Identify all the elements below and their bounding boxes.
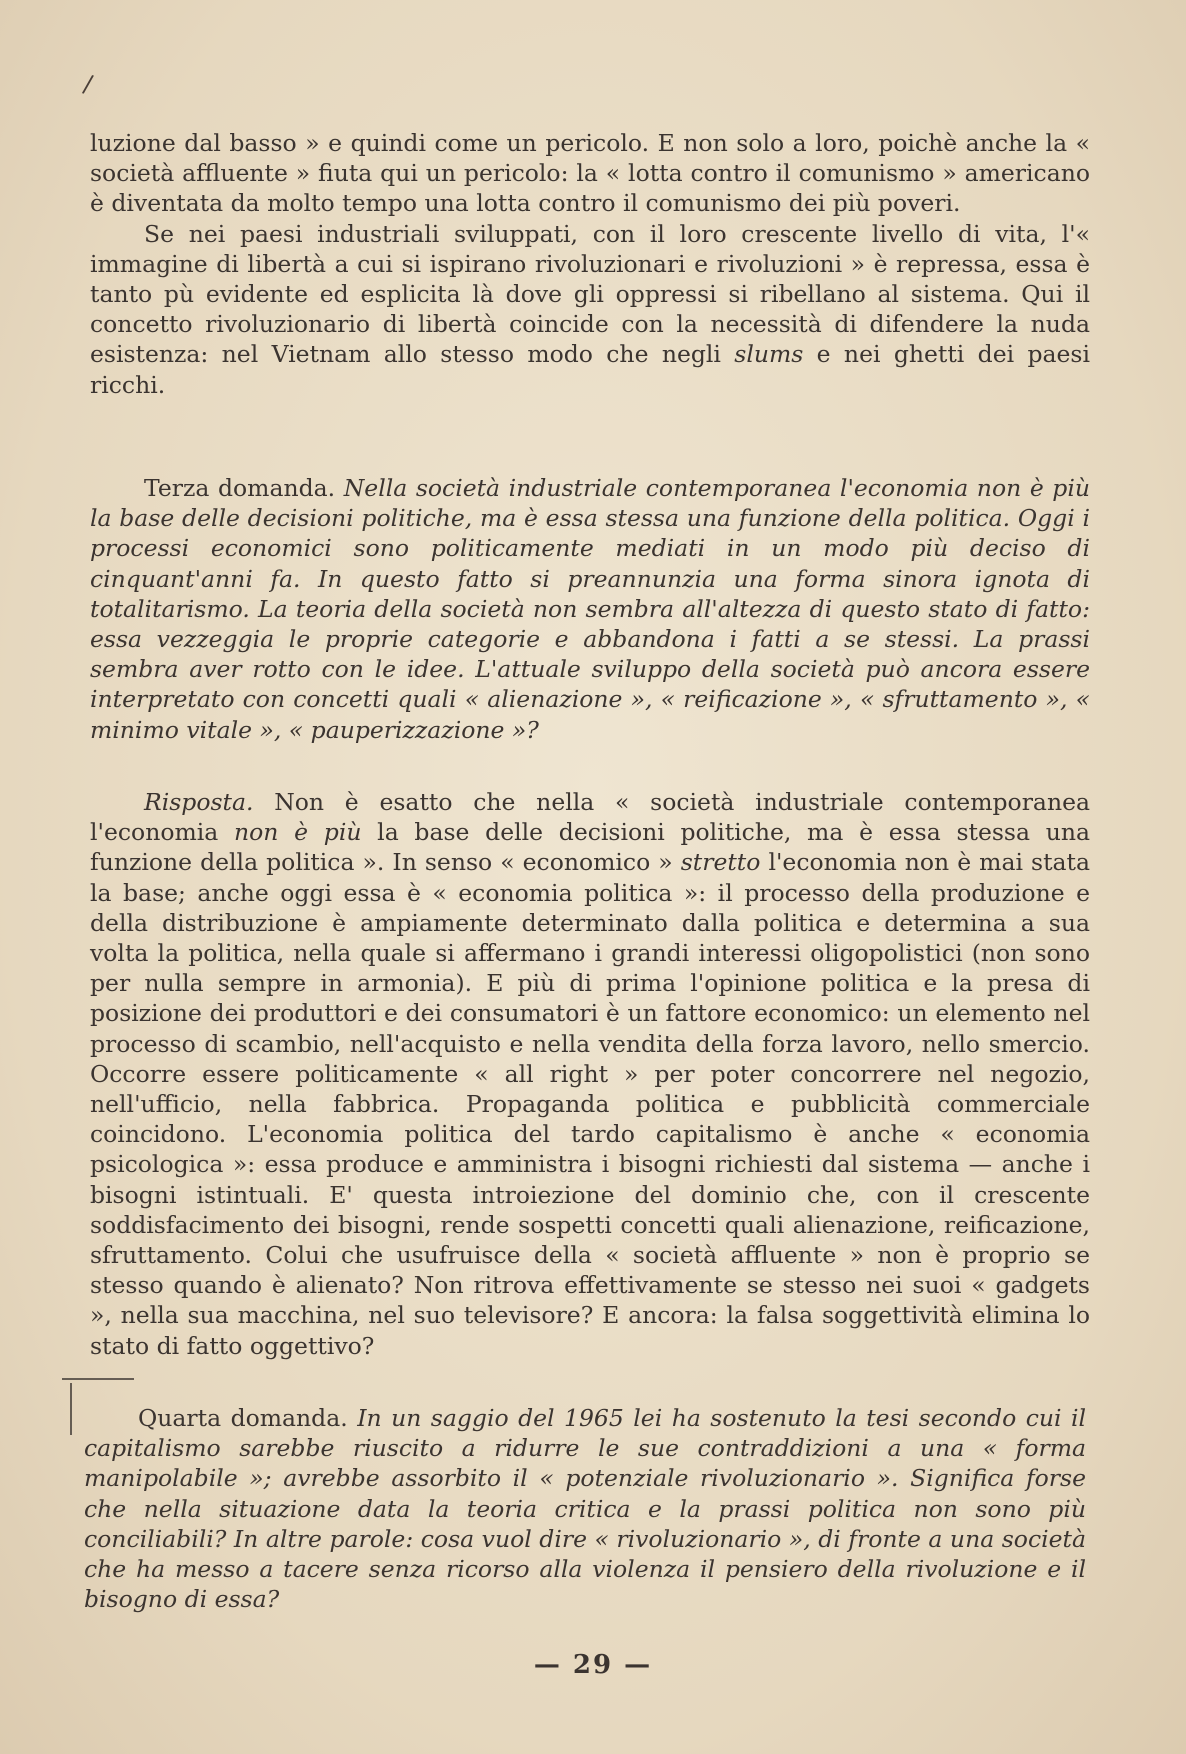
third-question-label: Terza domanda.	[144, 474, 344, 502]
paragraph-liberty-text-a: Se nei paesi industriali sviluppati, con il loro crescente livello di vita, l'« immagine di libertà a cui si ispirano rivoluzionari e rivoluzioni » è repressa, essa è tanto pù evidente ed esplicita là dove gli oppressi si ribellano al sistema. Qui il concetto rivoluzionario di libertà coincide con la necessità di difendere la nuda esistenza: nel Vietnam allo stesso modo che negli	[90, 219, 1090, 369]
answer-italic-2: stretto	[680, 848, 761, 877]
page-number: — 29 —	[533, 1650, 653, 1680]
slums-italic: slums	[734, 340, 804, 369]
fourth-question-text: In un saggio del 1965 lei ha sostenuto la tesi secondo cui il capitalismo sarebbe riuscito a ridurre le sue contraddizioni a una « forma manipolabile »; avrebbe assorbito il « potenziale rivoluzionario ». Significa forse che nella situazione data la teoria critica e la prassi politica non sono più conciliabili? In altre parole: cosa vuol dire « rivoluzionario », di fronte a una società che ha messo a tacere senza ricorso alla violenza il pensiero della rivoluzione e il bisogno di essa?	[84, 1404, 1087, 1614]
answer-text-1: Non è esatto che nella « società industriale contemporanea l'economia	[90, 788, 1090, 847]
answer-text-2: la base delle decisioni politiche, ma è essa stessa una funzione della politica ». In senso « economico »	[90, 818, 1090, 877]
answer-label: Risposta.	[144, 788, 254, 816]
fourth-question	[84, 1403, 1086, 1614]
paragraph-liberty-text-c: e nei ghetti dei paesi ricchi.	[90, 340, 1090, 399]
margin-rule-mark	[62, 1378, 134, 1380]
fourth-question-block	[84, 1403, 1086, 1614]
third-question	[90, 473, 1090, 745]
answer-italic-1: non è più	[234, 818, 362, 847]
answer-block	[90, 787, 1090, 1361]
answer-text-3: l'economia non è mai stata la base; anche oggi essa è « economia politica »: il processo della produzione e della distribuzione è ampiamente determinato dalla politica e determina a sua volta la politica, nella quale si affermano i grandi interessi oligopolistici (non sono per nulla sempre in armonia). E più di prima l'opinione politica e la presa di posizione dei produttori e dei consumatori è un fattore economico: un elemento nel processo di scambio, nell'acquisto e nella vendita della forza lavoro, nello smercio. Occorre essere politicamente « all right » per poter concorrere nel negozio, nell'ufficio, nella fabbrica. Propaganda politica e pubblicità commerciale coincidono. L'economia politica del tardo capitalismo è anche « economia psicologica »: essa produce e amministra i bisogni richiesti dal sistema — anche i bisogni istintuali. E' questa introiezione del dominio che, con il crescente soddisfacimento dei bisogni, rende sospetti concetti quali alienazione, reificazione, sfruttamento. Colui che usufruisce della « società affluente » non è proprio se stesso quando è alienato? Non ritrova effettivamente se stesso nei suoi « gadgets », nella sua macchina, nel suo televisore? E ancora: la falsa soggettività elimina lo stato di fatto oggettivo?	[90, 848, 1090, 1360]
paragraph-liberty	[90, 219, 1090, 400]
fourth-question-label: Quarta domanda.	[138, 1404, 358, 1432]
third-question-text: Nella società industriale contemporanea l'economia non è più la base delle decisioni politiche, ma è essa stessa una funzione della politica. Oggi i processi economici sono politicamente mediati in un modo più deciso di cinquant'anni fa. In questo fatto si preannunzia una forma sinora ignota di totalitarismo. La teoria della società non sembra all'altezza di questo stato di fatto: essa vezzeggia le proprie categorie e abbandona i fatti a se stessi. La prassi sembra aver rotto con le idee. L'attuale sviluppo della società può ancora essere interpretato con concetti quali « alienazione », « reificazione », « sfruttamento », « minimo vitale », « pauperizzazione »?	[90, 474, 1091, 744]
text-block-top	[90, 128, 1090, 400]
answer-paragraph	[90, 787, 1090, 1361]
margin-pencil-mark: /	[81, 69, 95, 99]
third-question-block	[90, 473, 1090, 745]
margin-bracket-mark	[70, 1383, 76, 1435]
paragraph-continued: luzione dal basso » e quindi come un pericolo. E non solo a loro, poichè anche la « società affluente » fiuta qui un pericolo: la « lotta contro il comunismo » americano è diventata da molto tempo una lotta contro il comunismo dei più poveri.	[90, 129, 1090, 218]
